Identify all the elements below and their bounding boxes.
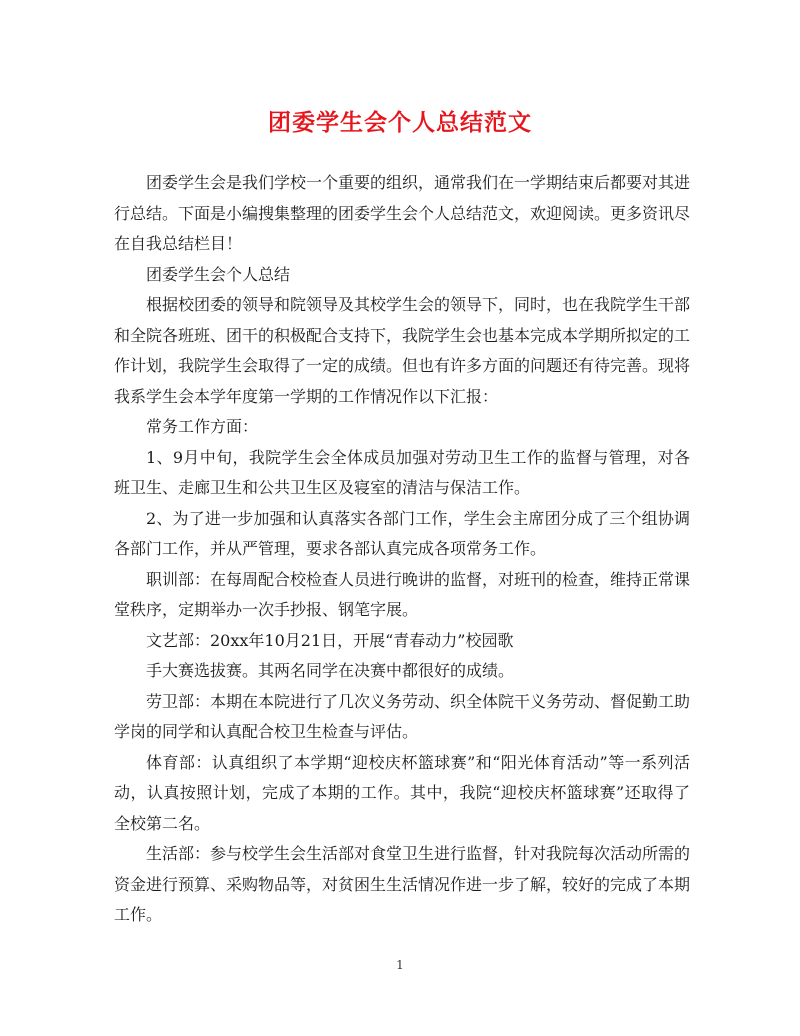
paragraph-overview: 根据校团委的领导和院领导及其校学生会的领导下，同时，也在我院学生干部和全院各班班、团干的积极配合支持下，我院学生会也基本完成本学期所拟定的工作计划，我院学生会取得了一定的成绩。但也有许多方面的问题还有待完善。现将我系学生会本学年度第一学期的工作情况作以下汇报： bbox=[114, 295, 691, 406]
document-title: 团委学生会个人总结范文 bbox=[268, 109, 532, 136]
paragraph-intro: 团委学生会是我们学校一个重要的组织，通常我们在一学期结束后都要对其进行总结。下面是小编搜集整理的团委学生会个人总结范文，欢迎阅读。更多资讯尽在自我总结栏目！ bbox=[114, 173, 691, 253]
paragraph-arts-dept-cont: 手大赛选拔赛。其两名同学在决赛中都很好的成绩。 bbox=[146, 661, 515, 680]
page-number: 1 bbox=[396, 958, 404, 972]
paragraph-labor-dept: 劳卫部：本期在本院进行了几次义务劳动、织全体院干义务劳动、督促勤工助学岗的同学和认真配合校卫生检查与评估。 bbox=[114, 691, 691, 741]
document-body bbox=[114, 168, 690, 931]
paragraph-heading: 团委学生会个人总结 bbox=[146, 264, 291, 284]
paragraph-routine-work: 常务工作方面： bbox=[146, 417, 259, 436]
paragraph-life-dept: 生活部：参与校学生会生活部对食堂卫生进行监督，针对我院每次活动所需的资金进行预算、采购物品等，对贫困生生活情况作进一步了解，较好的完成了本期工作。 bbox=[114, 844, 691, 924]
paragraph-arts-dept: 文艺部：20xx年10月21日，开展“青春动力”校园歌 bbox=[146, 630, 514, 650]
paragraph-item-1: 1、9月中旬，我院学生会全体成员加强对劳动卫生工作的监督与管理，对各班卫生、走廊卫生和公共卫生区及寝室的清洁与保洁工作。 bbox=[114, 447, 690, 497]
paragraph-item-2: 2、为了进一步加强和认真落实各部门工作，学生会主席团分成了三个组协调各部门工作，并从严管理，要求各部认真完成各项常务工作。 bbox=[114, 508, 690, 558]
paragraph-training-dept: 职训部：在每周配合校检查人员进行晚讲的监督，对班刊的检查，维持正常课堂秩序，定期举办一次手抄报、钢笔字展。 bbox=[114, 569, 691, 619]
paragraph-sports-dept: 体育部：认真组织了本学期“迎校庆杯篮球赛”和“阳光体育活动”等一系列活动，认真按照计划，完成了本期的工作。其中，我院“迎校庆杯篮球赛”还取得了全校第二名。 bbox=[114, 752, 690, 833]
